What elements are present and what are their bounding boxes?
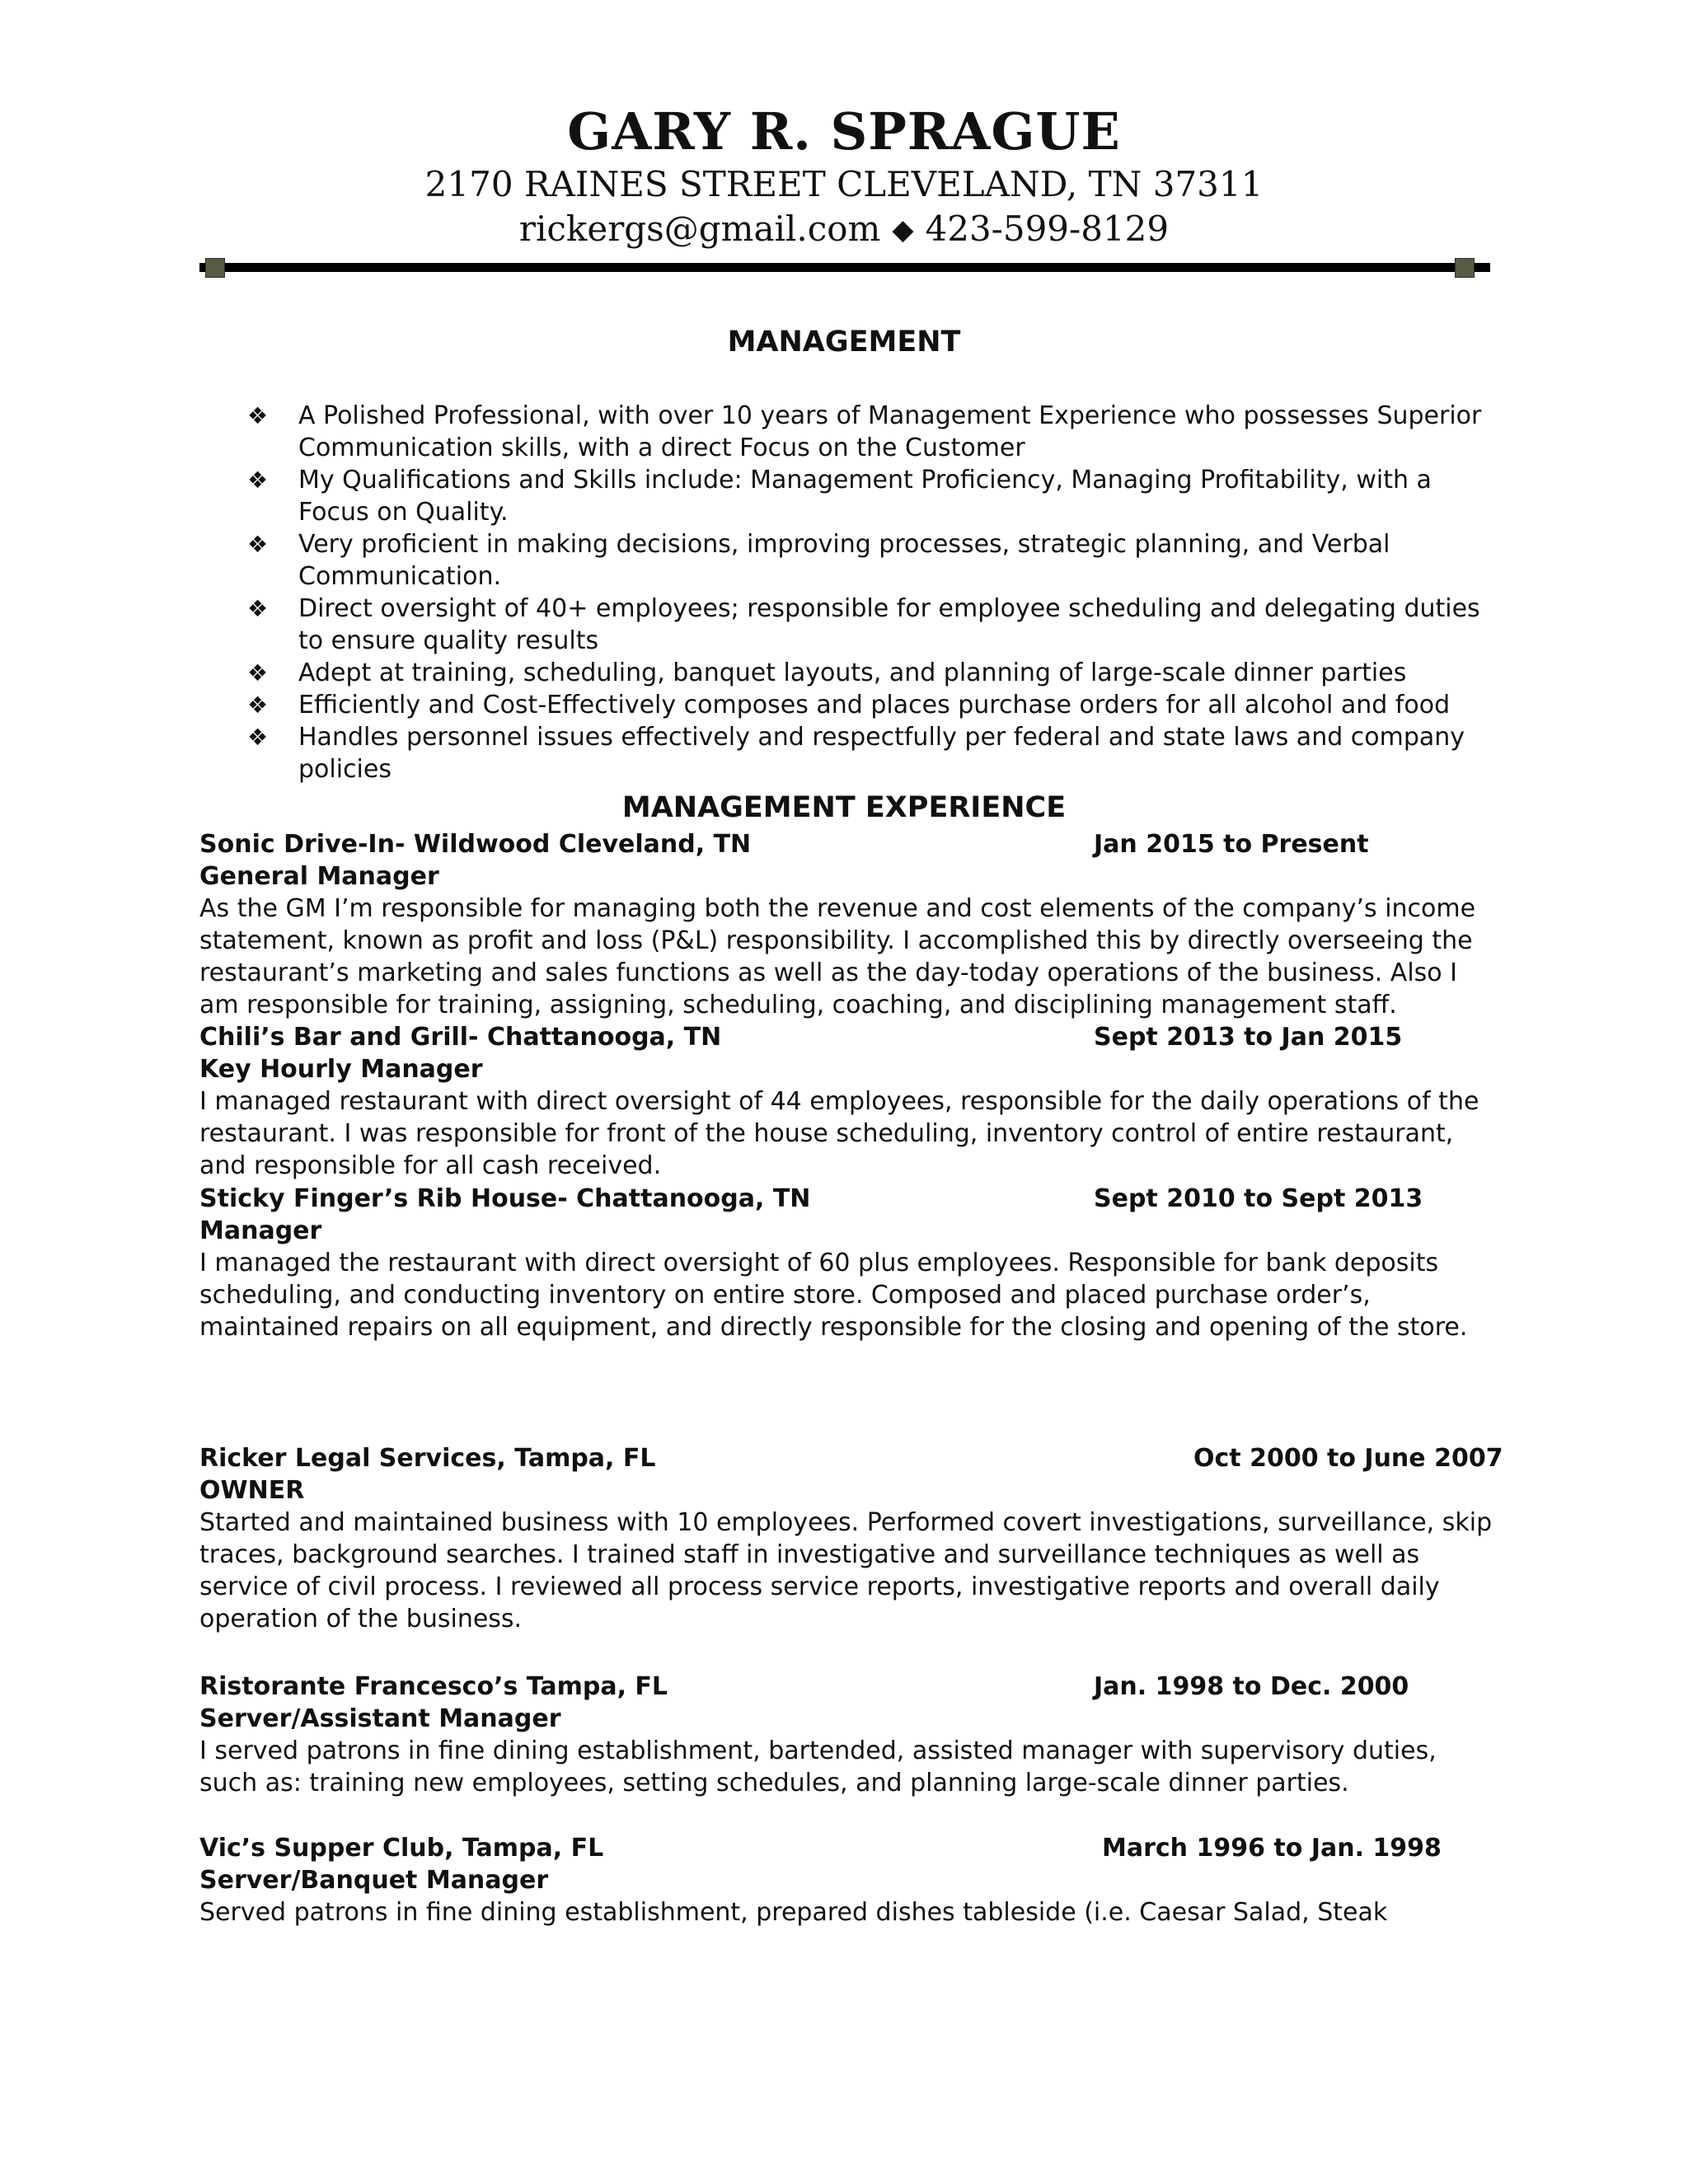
- applicant-address: 2170 RAINES STREET CLEVELAND, TN 37311: [424, 164, 1264, 204]
- job-entry: [199, 1832, 1502, 1929]
- summary-bullet: ❖ Adept at training, scheduling, banquet layouts, and planning of large-scale dinner parties: [247, 658, 1407, 687]
- job-title: Server/Banquet Manager: [199, 1866, 549, 1895]
- job-company: Chili’s Bar and Grill- Chattanooga, TN: [199, 1023, 722, 1052]
- job-description: As the GM I’m responsible for managing both the revenue and cost elements of the company’s income statement, known as profit and loss (P&L) responsibility. I accomplished this by directly overseeing the restaurant’s marketing and sales functions as well as the day-today operations of the business. Also I am responsible for training, assigning, scheduling, coaching, and disciplining management staff.: [199, 894, 1476, 1019]
- job-description: I managed restaurant with direct oversight of 44 employees, responsible for the daily operations of the restaurant. I was responsible for front of the house scheduling, inventory control of entire restaurant, and responsible for all cash received.: [199, 1087, 1479, 1180]
- applicant-name: GARY R. SPRAGUE: [567, 101, 1121, 162]
- summary-bullet: ❖ Efficiently and Cost-Effectively composes and places purchase orders for all alcohol and food: [247, 691, 1451, 719]
- job-company: Vic’s Supper Club, Tampa, FL: [199, 1834, 604, 1863]
- job-title: Manager: [199, 1216, 322, 1245]
- job-company: Sonic Drive-In- Wildwood Cleveland, TN: [199, 830, 752, 859]
- job-dates: Sept 2010 to Sept 2013: [1094, 1184, 1423, 1213]
- bullet-diamond-icon: ❖: [247, 466, 269, 494]
- bullet-diamond-icon: ❖: [247, 724, 269, 751]
- job-header: [199, 1671, 1502, 1703]
- job-header: [199, 1183, 1502, 1215]
- summary-bullet: ❖ Handles personnel issues effectively and respectfully per federal and state laws and company policies: [247, 723, 1465, 784]
- divider-end-cap-left: [205, 258, 225, 278]
- summary-bullet: ❖ My Qualifications and Skills include: Management Proficiency, Managing Profitability, with a Focus on Quality.: [247, 466, 1432, 527]
- bullet-diamond-icon: ❖: [247, 402, 269, 429]
- job-title: Key Hourly Manager: [199, 1055, 483, 1084]
- job-entry: [199, 1183, 1502, 1343]
- diamond-separator-icon: ◆: [892, 213, 914, 246]
- summary-heading: MANAGEMENT: [727, 326, 961, 359]
- job-header: [199, 1021, 1502, 1053]
- summary-bullet-list: [247, 400, 1500, 785]
- job-description: I served patrons in fine dining establishment, bartended, assisted manager with supervisory duties, such as: training new employees, setting schedules, and planning large-scale dinner parties.: [199, 1736, 1437, 1797]
- header-divider: [199, 263, 1490, 272]
- divider-end-cap-right: [1455, 258, 1475, 278]
- job-dates: March 1996 to Jan. 1998: [1102, 1834, 1442, 1863]
- summary-bullet: ❖ A Polished Professional, with over 10 years of Management Experience who possesses Superior Communication skills, with a direct Focus on the Customer: [247, 401, 1482, 462]
- bullet-diamond-icon: ❖: [247, 691, 269, 719]
- experience-heading: MANAGEMENT EXPERIENCE: [621, 791, 1067, 824]
- job-title: Server/Assistant Manager: [199, 1704, 561, 1733]
- job-header: [199, 828, 1502, 860]
- email-text: rickergs@gmail.com: [518, 209, 881, 249]
- job-dates: Jan 2015 to Present: [1094, 830, 1369, 859]
- job-dates: Sept 2013 to Jan 2015: [1094, 1023, 1403, 1052]
- phone-text: 423-599-8129: [925, 209, 1170, 249]
- job-entry: [199, 1021, 1502, 1182]
- job-entry: [199, 1671, 1502, 1799]
- job-company: Sticky Finger’s Rib House- Chattanooga, TN: [199, 1184, 811, 1213]
- summary-bullet: ❖ Very proficient in making decisions, improving processes, strategic planning, and Verbal Communication.: [247, 530, 1390, 591]
- job-header: [199, 1832, 1502, 1864]
- job-title: OWNER: [199, 1476, 305, 1505]
- job-company: Ricker Legal Services, Tampa, FL: [199, 1444, 656, 1473]
- job-description: Served patrons in fine dining establishment, prepared dishes tableside (i.e. Caesar Salad, Steak: [199, 1898, 1388, 1927]
- job-dates: Jan. 1998 to Dec. 2000: [1094, 1672, 1409, 1701]
- job-company: Ristorante Francesco’s Tampa, FL: [199, 1672, 668, 1701]
- bullet-diamond-icon: ❖: [247, 595, 269, 622]
- bullet-diamond-icon: ❖: [247, 659, 269, 687]
- job-title: General Manager: [199, 862, 439, 891]
- job-description: I managed the restaurant with direct oversight of 60 plus employees. Responsible for bank deposits scheduling, and conducting inventory on entire store. Composed and placed purchase order’s, maintained repairs on all equipment, and directly responsible for the closing and opening of the store.: [199, 1249, 1468, 1342]
- contact-line: [0, 206, 1688, 253]
- summary-bullet: ❖ Direct oversight of 40+ employees; responsible for employee scheduling and delegating duties to ensure quality results: [247, 594, 1480, 655]
- bullet-diamond-icon: ❖: [247, 531, 269, 558]
- job-dates: Oct 2000 to June 2007: [1193, 1444, 1503, 1473]
- job-description: Started and maintained business with 10 employees. Performed covert investigations, surveillance, skip traces, background searches. I trained staff in investigative and surveillance techniques as well as service of civil process. I reviewed all process service reports, investigative reports and overall daily operation of the business.: [199, 1508, 1493, 1633]
- job-header: [199, 1442, 1502, 1474]
- job-entry: [199, 1442, 1502, 1635]
- job-entry: [199, 828, 1502, 1021]
